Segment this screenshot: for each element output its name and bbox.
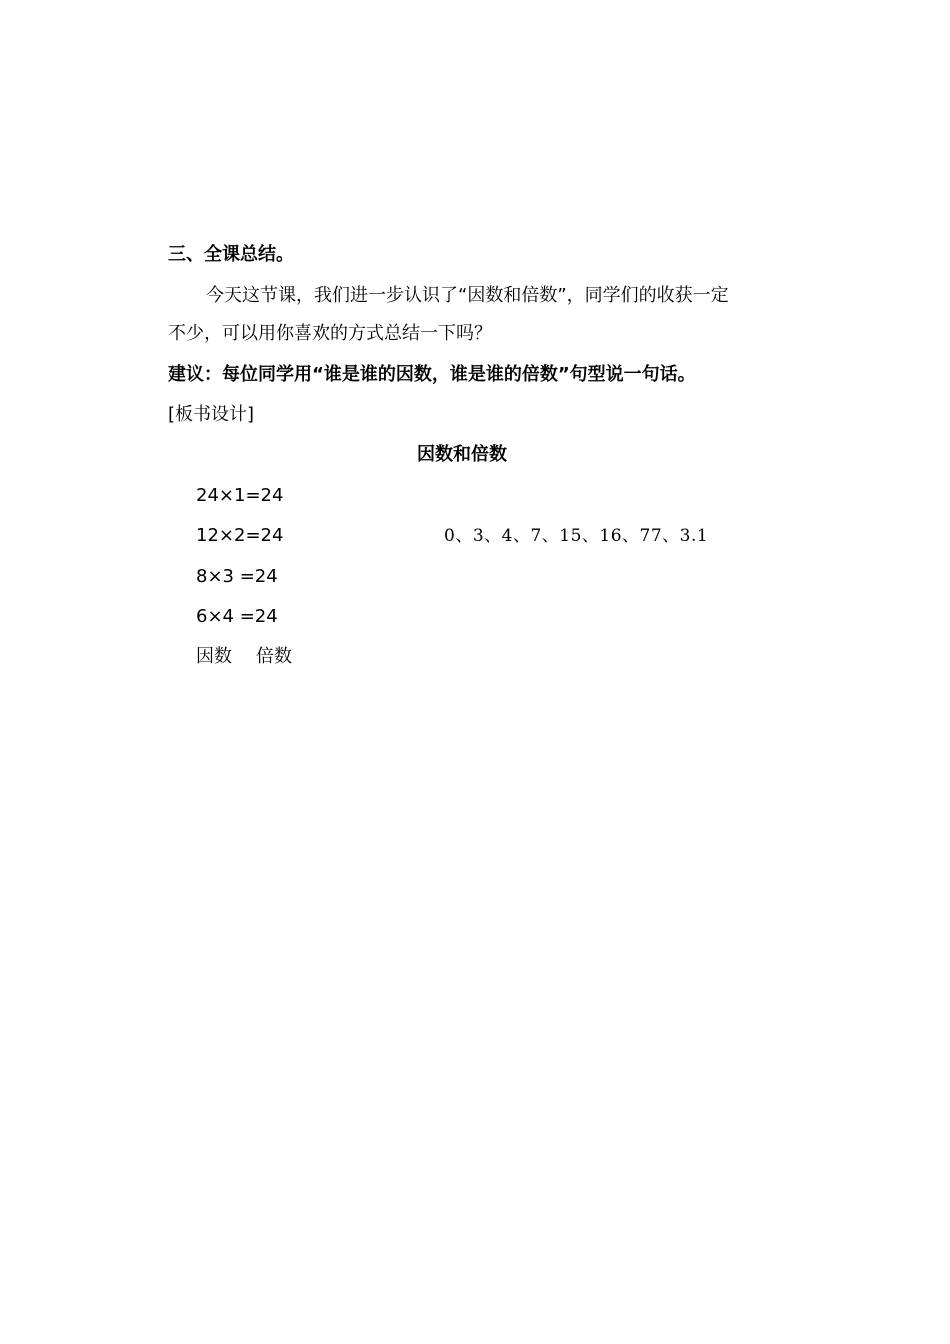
equation-1: 24×1=24 [196,485,284,506]
number-list: 0、3、4、7、15、16、77、3.1 [444,526,709,546]
suggestion-text: 建议：每位同学用“谁是谁的因数，谁是谁的倍数”句型说一句话。 [168,364,696,385]
factor-label: 因数 [196,646,232,667]
section-heading: 三、全课总结。 [168,244,294,265]
equation-3: 8×3 =24 [196,566,278,587]
summary-paragraph-line-1: 今天这节课，我们进一步认识了“因数和倍数”，同学们的收获一定 [206,285,729,306]
summary-paragraph-line-2: 不少，可以用你喜欢的方式总结一下吗？ [168,323,492,344]
board-design-label: [板书设计] [168,404,255,425]
equation-4: 6×4 =24 [196,606,278,627]
board-title: 因数和倍数 [417,444,507,465]
multiple-label: 倍数 [256,646,292,667]
equation-2: 12×2=24 [196,525,284,546]
